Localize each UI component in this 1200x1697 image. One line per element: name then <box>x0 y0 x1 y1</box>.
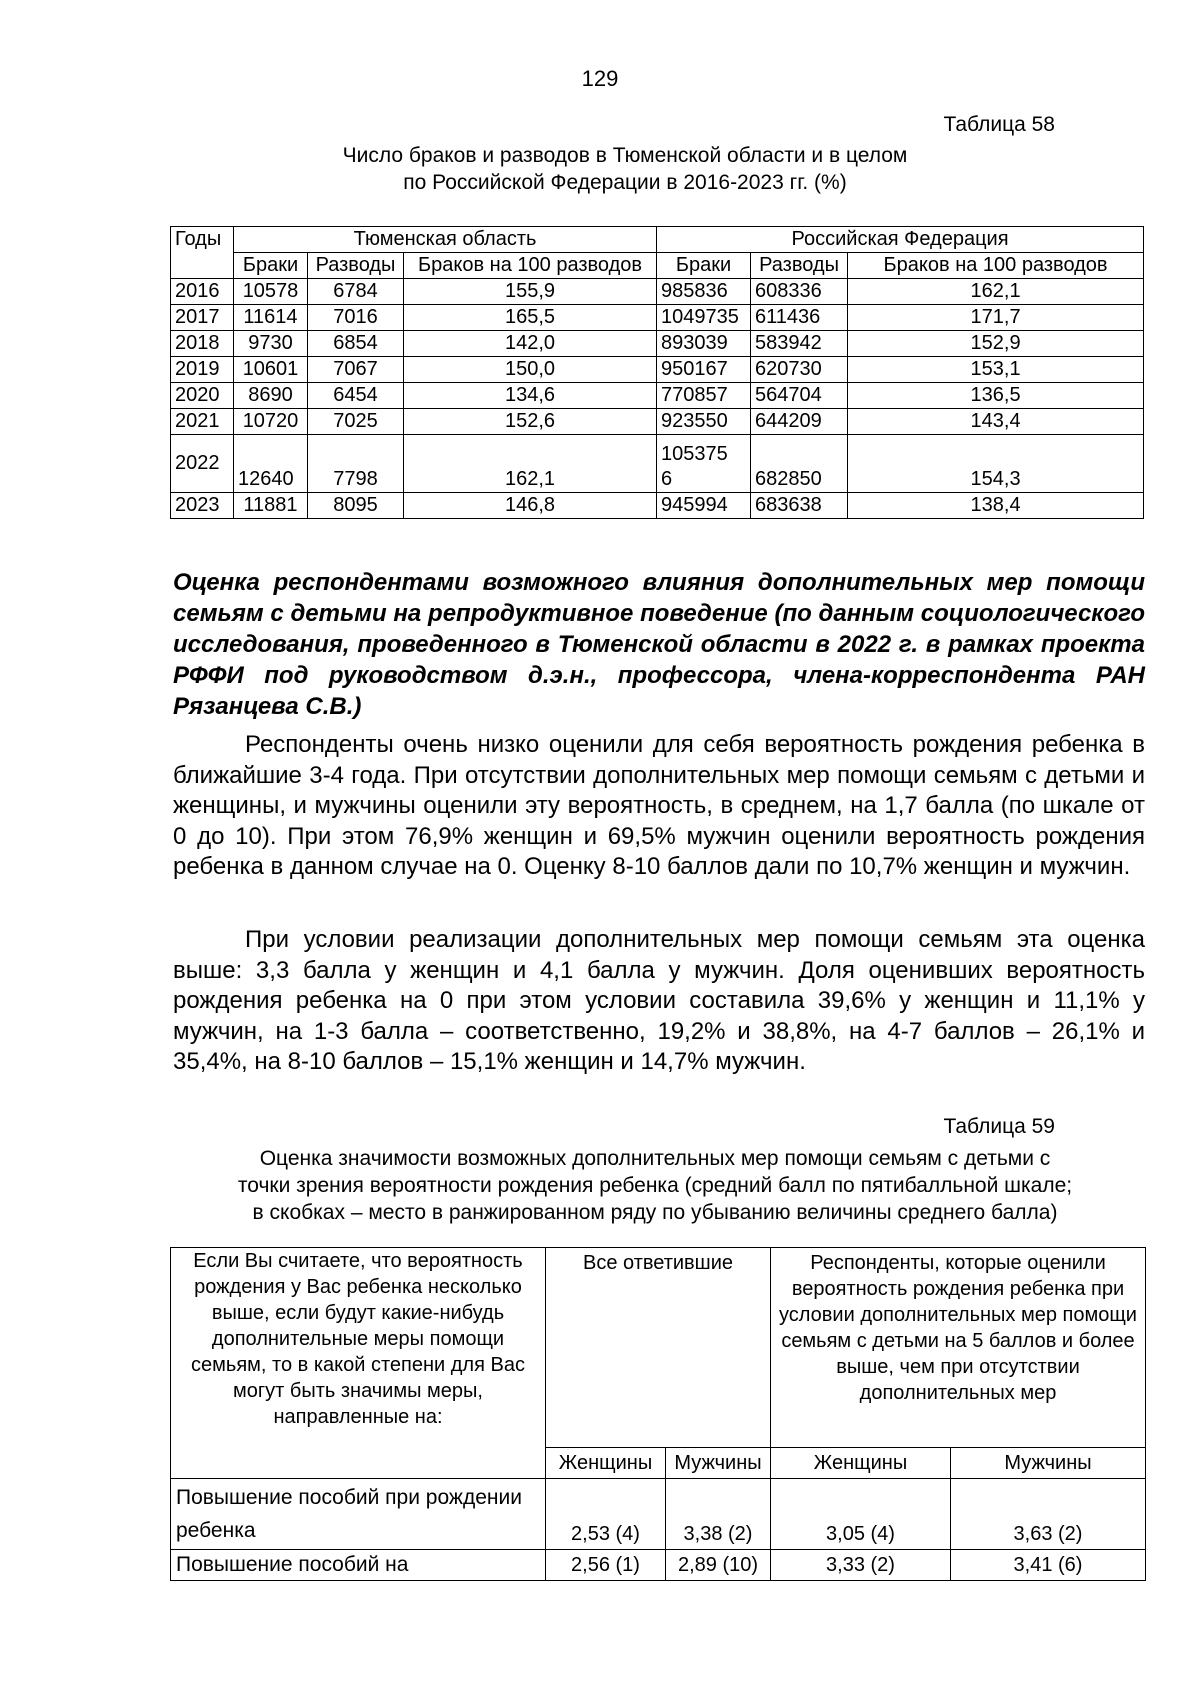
table-header-row <box>171 227 1144 253</box>
table-59-caption-line-3: в скобках – место в ранжированном ряду по убыванию величины среднего балла) <box>252 1201 1058 1224</box>
table-row <box>171 279 1144 305</box>
header-tyumen-region: Тюменская область <box>234 227 657 253</box>
tyumen-ratio-cell: 162,1 <box>404 435 657 493</box>
tyumen-divorces-cell: 7798 <box>308 435 404 493</box>
tyumen-divorces-cell: 7025 <box>308 409 404 435</box>
rf-marriages-line-2: 6 <box>661 468 673 490</box>
header-question: Если Вы считаете, что вероятность рождения у Вас ребенка несколько выше, если будут какие-нибудь дополнительные меры помощи семьям, то в какой степени для Вас могут быть значимы меры, направленные на: <box>171 1248 546 1479</box>
year-cell: 2017 <box>171 305 234 331</box>
rf-ratio-cell: 138,4 <box>848 493 1144 519</box>
tyumen-marriages-cell: 11881 <box>234 493 308 519</box>
marriages-divorces-table <box>170 226 1144 519</box>
tyumen-ratio-cell: 146,8 <box>404 493 657 519</box>
rf-divorces-cell: 564704 <box>751 383 848 409</box>
header-rf-ratio: Браков на 100 разводов <box>848 253 1144 279</box>
rf-divorces-cell: 611436 <box>751 305 848 331</box>
table-row <box>171 435 1144 493</box>
year-cell: 2016 <box>171 279 234 305</box>
rf-marriages-cell: 1049735 <box>657 305 751 331</box>
table-row <box>171 493 1144 519</box>
tyumen-ratio-cell: 155,9 <box>404 279 657 305</box>
rf-ratio-cell: 153,1 <box>848 357 1144 383</box>
table-row <box>171 357 1144 383</box>
year-cell: 2018 <box>171 331 234 357</box>
tyumen-marriages-cell: 11614 <box>234 305 308 331</box>
rf-marriages-cell: 945994 <box>657 493 751 519</box>
section-heading: Оценка респондентами возможного влияния дополнительных мер помощи семьям с детьми на репродуктивное поведение (по данным социологического исследования, проведенного в Тюменской области в 2022 г. в рамках проекта РФФИ под руководством д.э.н., профессора, члена-корреспондента РАН Рязанцева С.В.) <box>173 569 1145 720</box>
rf-marriages-cell: 923550 <box>657 409 751 435</box>
year-cell: 2019 <box>171 357 234 383</box>
tyumen-divorces-cell: 6784 <box>308 279 404 305</box>
rf-marriages-cell: 985836 <box>657 279 751 305</box>
table-58-caption <box>300 142 950 196</box>
year-cell: 2023 <box>171 493 234 519</box>
rf-ratio-cell: 154,3 <box>848 435 1144 493</box>
tyumen-marriages-cell: 10601 <box>234 357 308 383</box>
rf-ratio-cell: 171,7 <box>848 305 1144 331</box>
header-all-women: Женщины <box>546 1448 666 1479</box>
header-rf-divorces: Разводы <box>751 253 848 279</box>
year-cell: 2021 <box>171 409 234 435</box>
header-tyumen-marriages: Браки <box>234 253 308 279</box>
all-men-cell: 2,89 (10) <box>666 1550 771 1581</box>
tyumen-ratio-cell: 134,6 <box>404 383 657 409</box>
measure-label-cell: Повышение пособий на <box>171 1550 546 1581</box>
rf-ratio-cell: 162,1 <box>848 279 1144 305</box>
all-men-cell: 3,38 (2) <box>666 1479 771 1550</box>
resp-women-cell: 3,05 (4) <box>771 1479 951 1550</box>
tyumen-divorces-cell: 7016 <box>308 305 404 331</box>
rf-marriages-cell: 770857 <box>657 383 751 409</box>
all-women-cell: 2,56 (1) <box>546 1550 666 1581</box>
table-header-row <box>171 1248 1146 1448</box>
table-row <box>171 1479 1146 1550</box>
tyumen-marriages-cell: 10578 <box>234 279 308 305</box>
header-resp-men: Мужчины <box>951 1448 1146 1479</box>
resp-men-cell: 3,41 (6) <box>951 1550 1146 1581</box>
rf-divorces-cell: 683638 <box>751 493 848 519</box>
rf-ratio-cell: 152,9 <box>848 331 1144 357</box>
rf-divorces-cell: 608336 <box>751 279 848 305</box>
header-all-men: Мужчины <box>666 1448 771 1479</box>
rf-marriages-line-1: 105375 <box>661 443 728 465</box>
table-59-caption-line-2: точки зрения вероятности рождения ребенка (средний балл по пятибалльной шкале; <box>237 1174 1073 1197</box>
measures-significance-table <box>170 1247 1146 1581</box>
tyumen-marriages-cell: 8690 <box>234 383 308 409</box>
table-58-caption-line-1: Число браков и разводов в Тюменской области и в целом <box>342 144 908 167</box>
rf-marriages-cell <box>657 435 751 493</box>
page-number: 129 <box>581 66 619 91</box>
rf-divorces-cell: 682850 <box>751 435 848 493</box>
measure-label-cell: Повышение пособий при рождении ребенка <box>171 1479 546 1550</box>
rf-ratio-cell: 143,4 <box>848 409 1144 435</box>
table-58-caption-line-2: по Российской Федерации в 2016-2023 гг. (%) <box>403 171 847 194</box>
tyumen-ratio-cell: 142,0 <box>404 331 657 357</box>
paragraph-2: При условии реализации дополнительных мер помощи семьям эта оценка выше: 3,3 балла у женщин и 4,1 балла у мужчин. Доля оценивших вероятность рождения ребенка на 0 при этом условии составила 39,6% у женщин и 11,1% у мужчин, на 1-3 балла – соответственно, 19,2% и 38,8%, на 4-7 баллов – 26,1% и 35,4%, на 8-10 баллов – 15,1% женщин и 14,7% мужчин. <box>173 926 1145 1075</box>
rf-divorces-cell: 620730 <box>751 357 848 383</box>
tyumen-marriages-cell: 12640 <box>234 435 308 493</box>
year-cell: 2022 <box>171 435 234 493</box>
table-row <box>171 383 1144 409</box>
rf-marriages-cell: 893039 <box>657 331 751 357</box>
tyumen-divorces-cell: 8095 <box>308 493 404 519</box>
table-row <box>171 305 1144 331</box>
rf-marriages-cell: 950167 <box>657 357 751 383</box>
tyumen-ratio-cell: 152,6 <box>404 409 657 435</box>
tyumen-ratio-cell: 150,0 <box>404 357 657 383</box>
table-row <box>171 1550 1146 1581</box>
all-women-cell: 2,53 (4) <box>546 1479 666 1550</box>
rf-ratio-cell: 136,5 <box>848 383 1144 409</box>
tyumen-divorces-cell: 6454 <box>308 383 404 409</box>
tyumen-divorces-cell: 7067 <box>308 357 404 383</box>
table-row <box>171 331 1144 357</box>
rf-divorces-cell: 583942 <box>751 331 848 357</box>
tyumen-ratio-cell: 165,5 <box>404 305 657 331</box>
resp-women-cell: 3,33 (2) <box>771 1550 951 1581</box>
header-tyumen-ratio: Браков на 100 разводов <box>404 253 657 279</box>
header-resp-women: Женщины <box>771 1448 951 1479</box>
paragraph-1: Респонденты очень низко оценили для себя вероятность рождения ребенка в ближайшие 3-4 года. При отсутствии дополнительных мер помощи семьям с детьми и женщины, и мужчины оценили эту вероятность, в среднем, на 1,7 балла (по шкале от 0 до 10). При этом 76,9% женщин и 69,5% мужчин оценили вероятность рождения ребенка в данном случае на 0. Оценку 8-10 баллов дали по 10,7% женщин и мужчин. <box>173 731 1145 880</box>
header-selected-respondents: Респонденты, которые оценили вероятность рождения ребенка при условии дополнительных мер помощи семьям с детьми на 5 баллов и более выше, чем при отсутствии дополнительных мер <box>771 1248 1146 1448</box>
year-cell: 2020 <box>171 383 234 409</box>
header-all-respondents: Все ответившие <box>546 1248 771 1448</box>
header-russian-federation: Российская Федерация <box>657 227 1144 253</box>
header-tyumen-divorces: Разводы <box>308 253 404 279</box>
table-59-label: Таблица 59 <box>943 1115 1055 1138</box>
header-rf-marriages: Браки <box>657 253 751 279</box>
table-59-caption-line-1: Оценка значимости возможных дополнительных мер помощи семьям с детьми с <box>259 1147 1051 1170</box>
tyumen-marriages-cell: 10720 <box>234 409 308 435</box>
table-subheader-row <box>171 253 1144 279</box>
table-58-label: Таблица 58 <box>943 113 1055 136</box>
table-59-caption <box>165 1145 1145 1226</box>
rf-divorces-cell: 644209 <box>751 409 848 435</box>
tyumen-divorces-cell: 6854 <box>308 331 404 357</box>
table-row <box>171 409 1144 435</box>
header-years: Годы <box>171 227 234 279</box>
resp-men-cell: 3,63 (2) <box>951 1479 1146 1550</box>
tyumen-marriages-cell: 9730 <box>234 331 308 357</box>
